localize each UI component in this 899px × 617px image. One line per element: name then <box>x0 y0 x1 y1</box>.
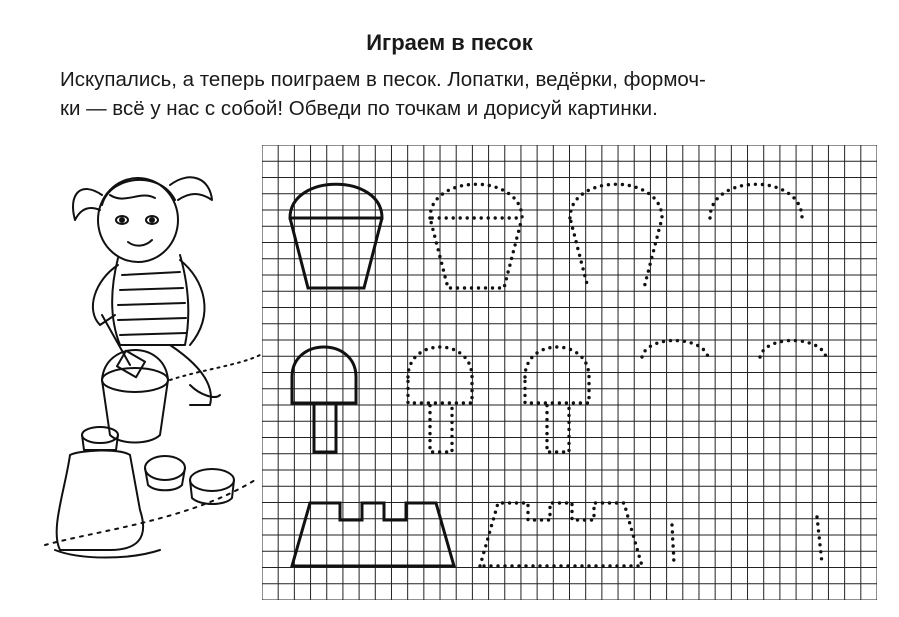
shovel-example-shape <box>292 347 356 452</box>
girl-sandbox-illustration <box>40 150 265 575</box>
instruction-text-line-1: Искупались, а теперь поиграем в песок. Лопатки, ведёрки, формоч- <box>60 68 706 91</box>
tracing-worksheet-grid <box>262 145 877 600</box>
castle-traced-shape <box>670 523 675 561</box>
bucket-traced-shape <box>428 183 523 290</box>
instruction-text-line-2: ки — всё у нас с собой! Обведи по точкам и дорисуй картинки. <box>60 97 658 120</box>
bucket-traced-shape <box>708 183 803 220</box>
girl-torso-icon <box>112 255 188 345</box>
castle-traced-shape <box>815 515 823 560</box>
bucket-traced-shape <box>568 183 663 287</box>
right-pigtail-icon <box>170 177 212 200</box>
shovel-icon <box>102 315 130 365</box>
page-title: Играем в песок <box>366 30 533 55</box>
bucket-example-shape <box>290 184 382 288</box>
shovel-traced-shape <box>758 339 827 359</box>
